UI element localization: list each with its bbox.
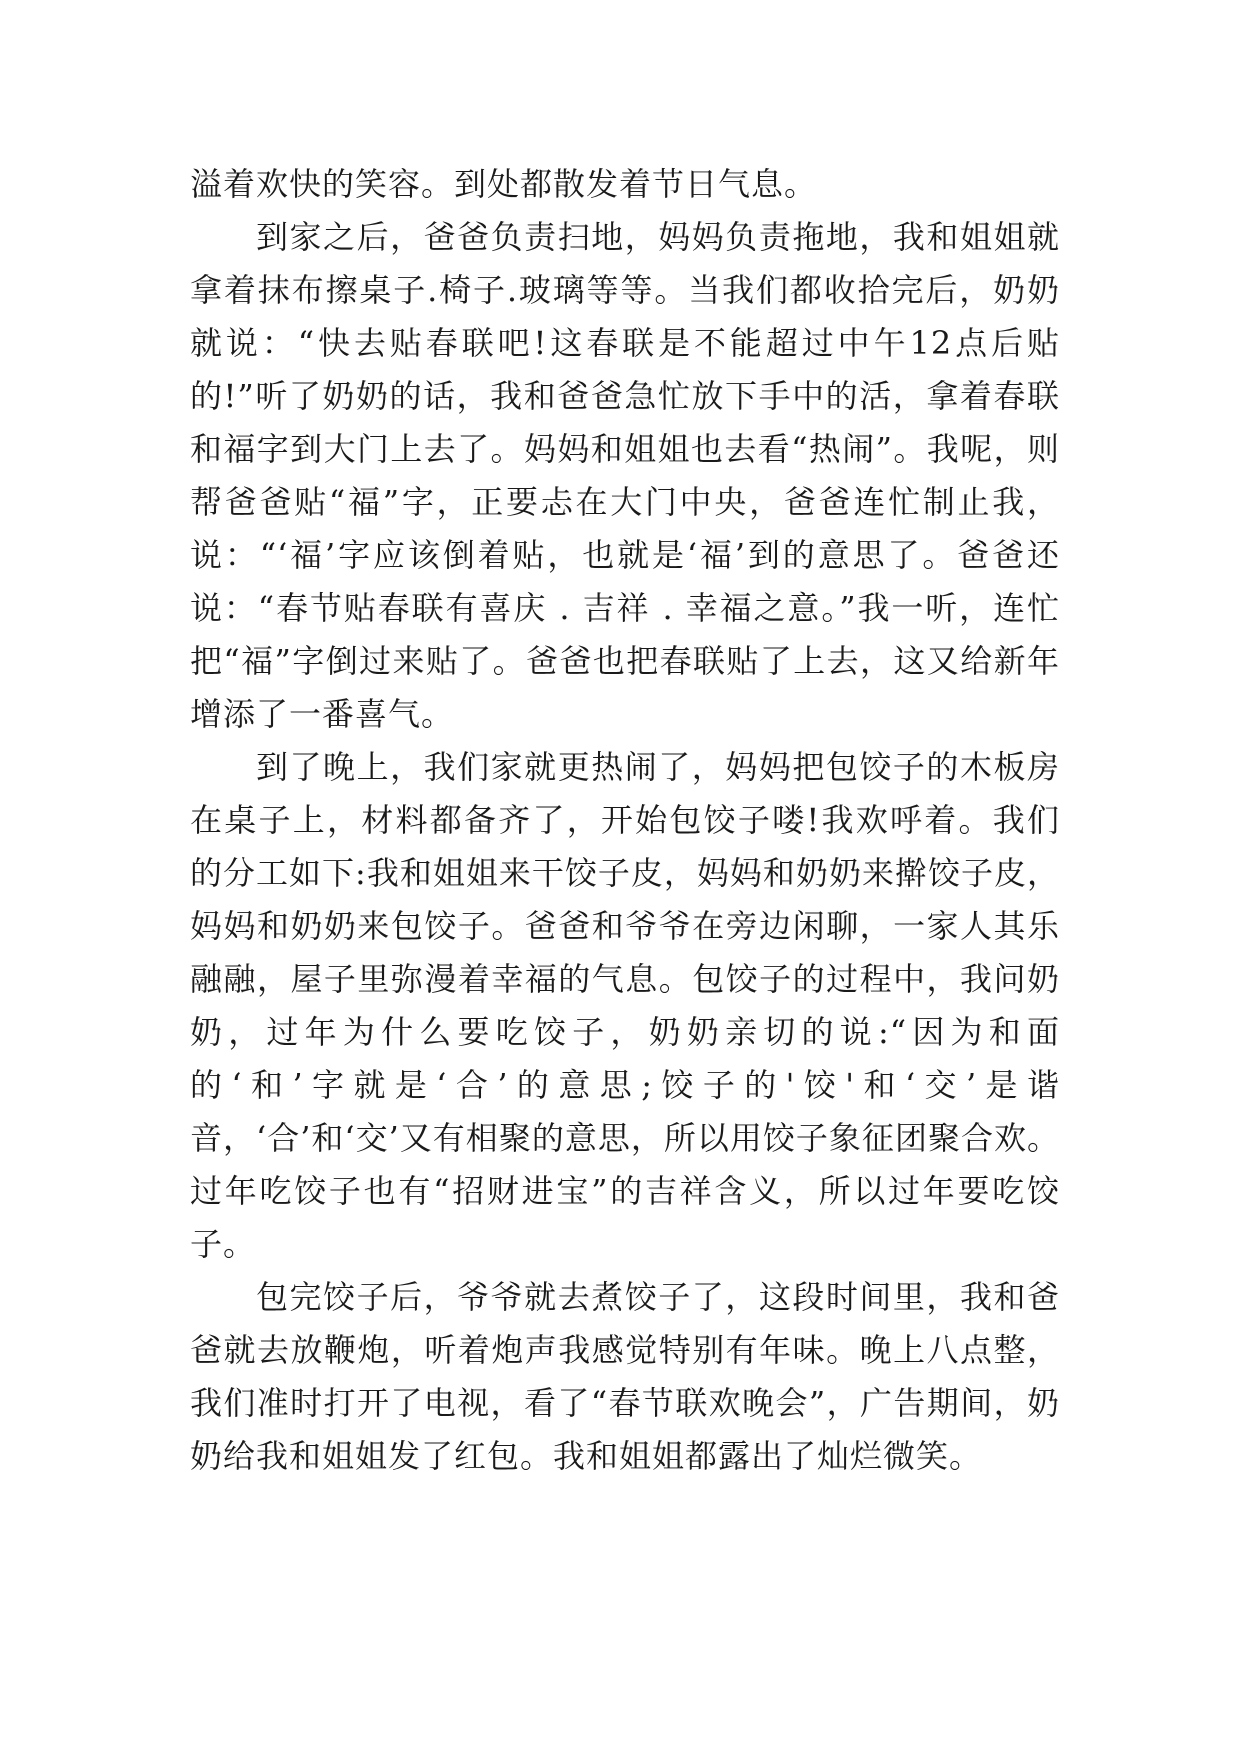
paragraph-making-dumplings: 到了晚上，我们家就更热闹了，妈妈把包饺子的木板房在桌子上，材料都备齐了，开始包饺子喽!我欢呼着。我们的分工如下:我和姐姐来干饺子皮，妈妈和奶奶来擀饺子皮，妈妈和奶奶来包饺子。爸爸和爷爷在旁边闲聊，一家人其乐融融，屋子里弥漫着幸福的气息。包饺子的过程中，我问奶奶，过年为什么要吃饺子，奶奶亲切的说:“因为和面的‘和’字就是‘合’的意思;饺子的'饺'和‘交’是谐音，‘合’和‘交’又有相聚的意思，所以用饺子象征团聚合欢。过年吃饺子也有“招财进宝”的吉祥含义，所以过年要吃饺子。 — [190, 748, 1060, 1263]
paragraph-cleaning-and-couplets: 到家之后，爸爸负责扫地，妈妈负责拖地，我和姐姐就拿着抹布擦桌子.椅子.玻璃等等。当我们都收拾完后，奶奶就说：“快去贴春联吧!这春联是不能超过中午12点后贴的!”听了奶奶的话，我和爸爸急忙放下手中的活，拿着春联和福字到大门上去了。妈妈和姐姐也去看“热闹”。我呢，则帮爸爸贴“福”字，正要忐在大门中央，爸爸连忙制止我，说：“‘福’字应该倒着贴，也就是‘福’到的意思了。爸爸还说：“春节贴春联有喜庆 . 吉祥 . 幸福之意。”我一听，连忙把“福”字倒过来贴了。爸爸也把春联贴了上去，这又给新年增添了一番喜气。 — [190, 218, 1060, 733]
document-body — [190, 158, 1060, 1483]
paragraph-continuation: 溢着欢快的笑容。到处都散发着节日气息。 — [190, 165, 818, 203]
paragraph-evening-gala: 包完饺子后，爷爷就去煮饺子了，这段时间里，我和爸爸就去放鞭炮，听着炮声我感觉特别有年味。晚上八点整，我们准时打开了电视，看了“春节联欢晚会”，广告期间，奶奶给我和姐姐发了红包。我和姐姐都露出了灿烂微笑。 — [190, 1278, 1060, 1475]
